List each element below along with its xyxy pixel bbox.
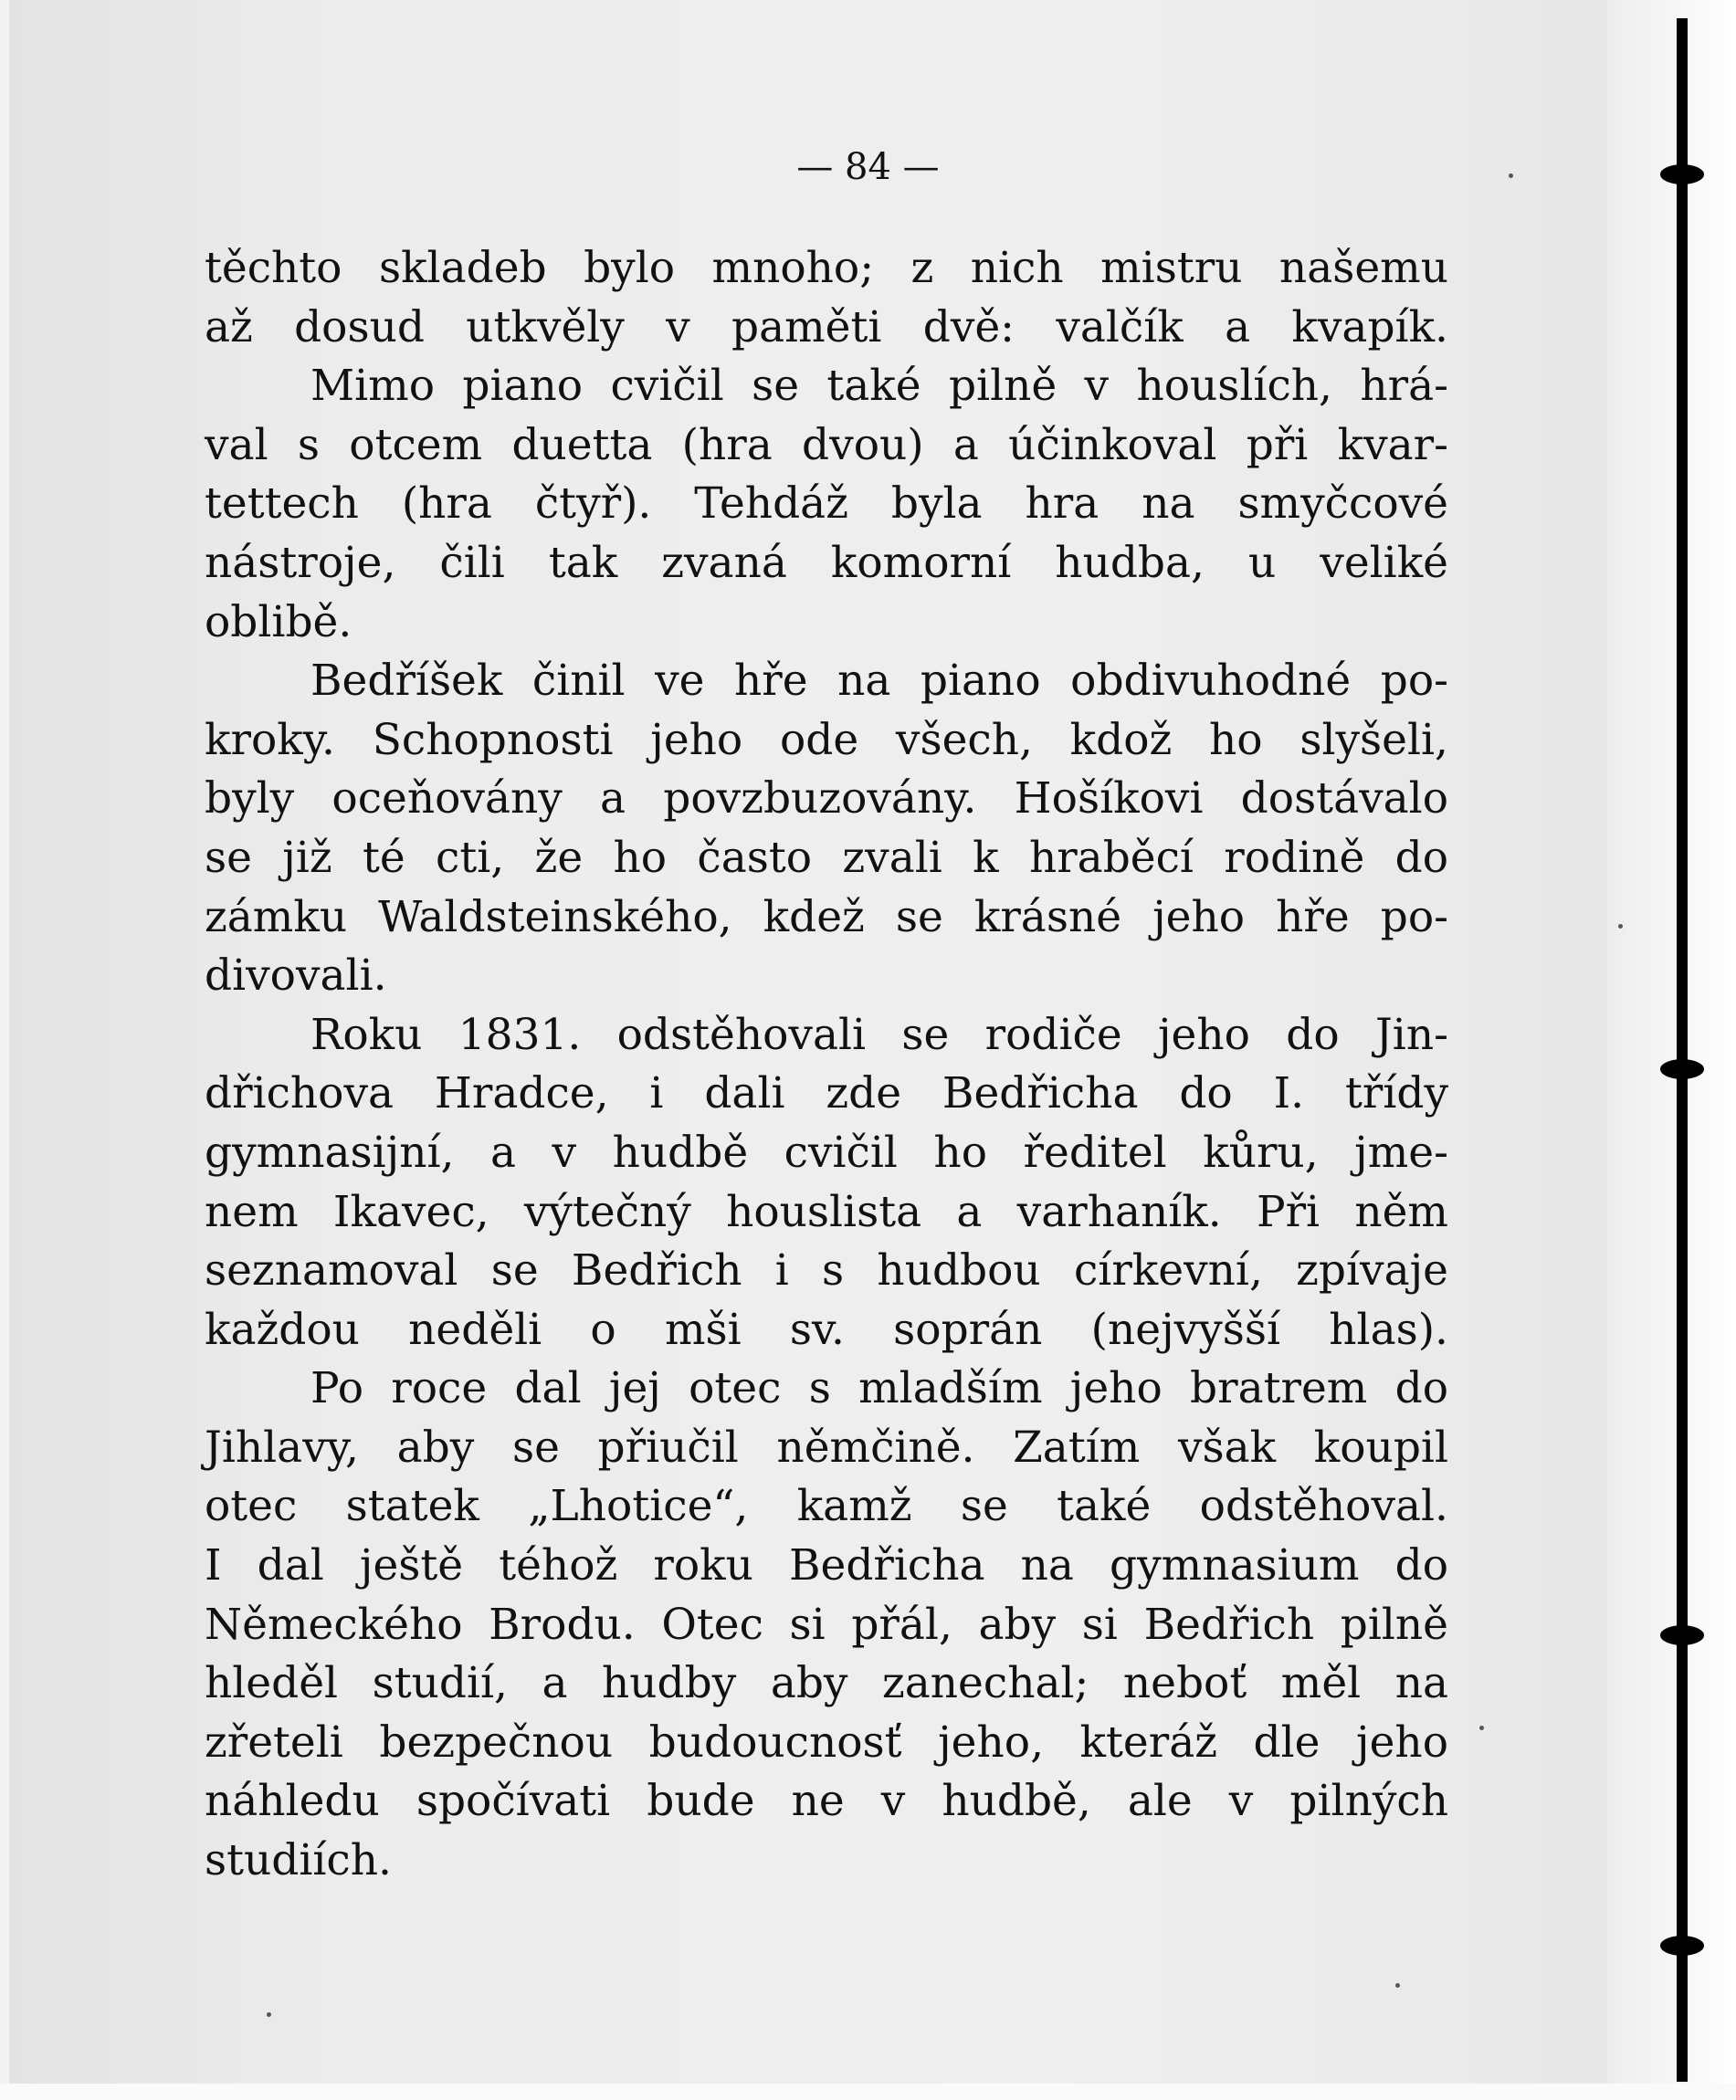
text-line: náhledu spočívati bude ne v hudbě, ale v pilných (205, 1776, 1448, 1827)
binding-margin (1607, 0, 1736, 2100)
text-line: dřichova Hradce, i dali zde Bedřicha do I. třídy (205, 1068, 1448, 1119)
text-line: Roku 1831. odstěhovali se rodiče jeho do Jin- (310, 1009, 1448, 1060)
paper-speck (1395, 1983, 1400, 1988)
text-line: val s otcem duetta (hra dvou) a účinkoval při kvar- (205, 419, 1448, 470)
page-number: — 84 — (796, 146, 940, 188)
binding-notch (1660, 1936, 1704, 1956)
left-page-border (0, 0, 9, 2100)
text-line: seznamoval se Bedřich i s hudbou církevní, zpívaje (205, 1245, 1448, 1297)
text-line: I dal ještě téhož roku Bedřicha na gymnasium do (205, 1540, 1448, 1591)
text-line: tettech (hra čtyř). Tehdáž byla hra na smyčcové (205, 478, 1448, 530)
text-line: otec statek „Lhotice“, kamž se také odstěhoval. (205, 1481, 1448, 1532)
text-line: hleděl studií, a hudby aby zanechal; neboť měl na (205, 1658, 1448, 1709)
text-line: Jihlavy, aby se přiučil němčině. Zatím však koupil (205, 1422, 1448, 1473)
text-line: divovali. (205, 950, 387, 1002)
bottom-page-border (0, 2084, 1736, 2100)
text-line: Po roce dal jej otec s mladším jeho bratrem do (310, 1363, 1448, 1414)
text-line: se již té cti, že ho často zvali k hraběcí rodině do (205, 832, 1448, 883)
text-line: studiích. (205, 1835, 392, 1886)
text-line: až dosud utkvěly v paměti dvě: valčík a kvapík. (205, 301, 1448, 352)
text-line: gymnasijní, a v hudbě cvičil ho ředitel kůru, jme- (205, 1127, 1448, 1178)
text-line: těchto skladeb bylo mnoho; z nich mistru našemu (205, 243, 1448, 293)
text-line: Mimo piano cvičil se také pilně v houslích, hrá- (310, 361, 1448, 412)
paper-speck (267, 2012, 271, 2017)
binding-notch (1660, 164, 1704, 184)
paper-speck (1479, 1726, 1484, 1730)
paper-speck (1618, 924, 1623, 929)
text-line: zřeteli bezpečnou budoucnosť jeho, kteráž dle jeho (205, 1717, 1448, 1768)
binding-notch (1660, 1059, 1704, 1079)
text-line: zámku Waldsteinského, kdež se krásné jeho hře po- (205, 891, 1448, 942)
binding-notch (1660, 1625, 1704, 1645)
text-line: nástroje, čili tak zvaná komorní hudba, u veliké (205, 537, 1448, 588)
text-line: byly oceňovány a povzbuzovány. Hošíkovi dostávalo (205, 773, 1448, 824)
text-line: každou neděli o mši sv. soprán (nejvyšší hlas). (205, 1304, 1448, 1355)
text-line: Bedříšek činil ve hře na piano obdivuhodné po- (310, 656, 1448, 707)
paper-speck (1509, 173, 1513, 178)
text-line: kroky. Schopnosti jeho ode všech, kdož ho slyšeli, (205, 714, 1448, 765)
body-text (205, 239, 1448, 1891)
text-line: nem Ikavec, výtečný houslista a varhaník. Při něm (205, 1186, 1448, 1237)
binding-edge (1677, 18, 1688, 2082)
text-line: oblibě. (205, 596, 352, 647)
text-line: Německého Brodu. Otec si přál, aby si Bedřich pilně (205, 1599, 1448, 1650)
